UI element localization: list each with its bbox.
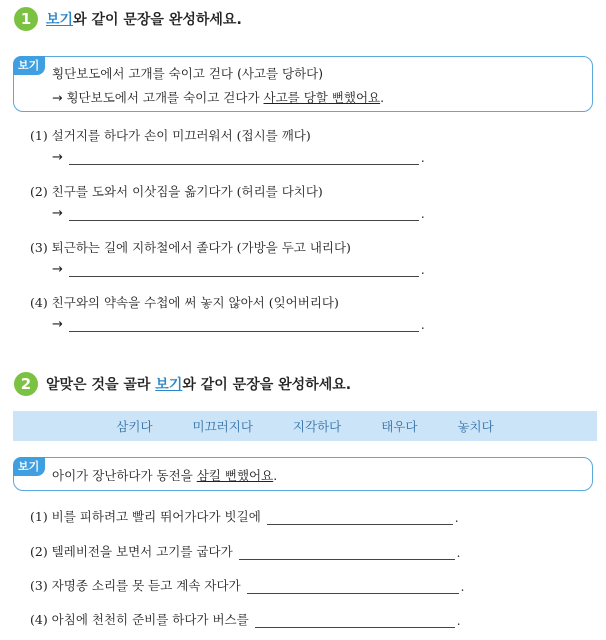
example-answer-underlined: 사고를 당할 뻔했어요	[263, 90, 381, 105]
answer-blank-s2-4[interactable]	[255, 613, 455, 628]
period: .	[420, 151, 425, 165]
arrow-icon: →	[52, 262, 63, 277]
question-s2-3	[30, 576, 464, 594]
question-2: (2) 친구를 도와서 이삿짐을 옮기다가 (허리를 다치다)	[30, 184, 323, 199]
section-title	[46, 374, 351, 394]
section-title-prefix: 알맞은 것을 골라	[46, 377, 156, 393]
question-text: (2) 텔레비전을 보면서 고기를 굽다가	[30, 544, 233, 559]
question-s2-1	[30, 507, 459, 525]
section-2-header	[14, 372, 351, 396]
period: .	[460, 580, 465, 594]
question-4: (4) 친구와의 약속을 수첩에 써 놓지 않아서 (잊어버리다)	[30, 295, 339, 310]
answer-blank-2[interactable]	[69, 206, 419, 221]
arrow-icon: →	[52, 206, 63, 221]
section-title-text: 와 같이 문장을 완성하세요.	[73, 12, 242, 28]
word-bank-item: 태우다	[381, 419, 418, 434]
period: .	[456, 614, 461, 628]
bogi-tag: 보기	[13, 56, 45, 75]
answer-blank-s2-2[interactable]	[239, 545, 455, 560]
section-title	[46, 9, 242, 29]
question-text: (4) 아침에 천천히 준비를 하다가 버스를	[30, 612, 249, 627]
answer-row-4	[52, 317, 425, 332]
bogi-tag: 보기	[13, 457, 45, 476]
example-prefix: 아이가 장난하다가 동전을	[52, 468, 197, 483]
question-text: (1) 비를 피하려고 빨리 뛰어가다가 빗길에	[30, 509, 261, 524]
example-answer-prefix: 횡단보도에서 고개를 숙이고 걷다가	[66, 90, 264, 105]
answer-blank-3[interactable]	[69, 262, 419, 277]
question-s2-2	[30, 542, 460, 560]
section-number-badge: 1	[14, 7, 38, 31]
section-number-badge: 2	[14, 372, 38, 396]
question-s2-4	[30, 610, 461, 628]
example-box	[13, 457, 593, 491]
example-answer-suffix: .	[380, 90, 385, 105]
answer-blank-s2-3[interactable]	[247, 579, 459, 594]
answer-row-2	[52, 206, 425, 221]
example-suffix: .	[273, 468, 278, 483]
question-text: (3) 자명종 소리를 못 듣고 계속 자다가	[30, 578, 241, 593]
example-prompt: 횡단보도에서 고개를 숙이고 걷다 (사고를 당하다)	[52, 66, 324, 81]
example-sentence	[52, 466, 277, 484]
section-1-header	[14, 7, 242, 31]
period: .	[456, 546, 461, 560]
arrow-icon: →	[52, 317, 63, 332]
question-3: (3) 퇴근하는 길에 지하철에서 졸다가 (가방을 두고 내리다)	[30, 240, 351, 255]
word-bank-item: 놓치다	[457, 419, 494, 434]
arrow-icon: →	[52, 150, 63, 165]
word-bank-item: 미끄러지다	[192, 419, 253, 434]
example-underlined: 삼킬 뻔했어요	[196, 468, 274, 483]
period: .	[420, 318, 425, 332]
question-1: (1) 설거지를 하다가 손이 미끄러워서 (접시를 깨다)	[30, 128, 311, 143]
word-bank-item: 지각하다	[292, 419, 342, 434]
section-title-text: 와 같이 문장을 완성하세요.	[182, 377, 352, 393]
answer-blank-1[interactable]	[69, 150, 419, 165]
period: .	[454, 511, 459, 525]
bogi-reference: 보기	[155, 377, 183, 393]
answer-blank-4[interactable]	[69, 317, 419, 332]
period: .	[420, 207, 425, 221]
example-box	[13, 56, 593, 112]
answer-row-1	[52, 150, 425, 165]
bogi-reference: 보기	[46, 12, 74, 28]
answer-blank-s2-1[interactable]	[267, 510, 453, 525]
period: .	[420, 263, 425, 277]
answer-row-3	[52, 262, 425, 277]
word-bank	[13, 411, 597, 441]
example-answer	[52, 88, 384, 106]
arrow-icon: →	[52, 90, 63, 105]
word-bank-item: 삼키다	[116, 419, 153, 434]
